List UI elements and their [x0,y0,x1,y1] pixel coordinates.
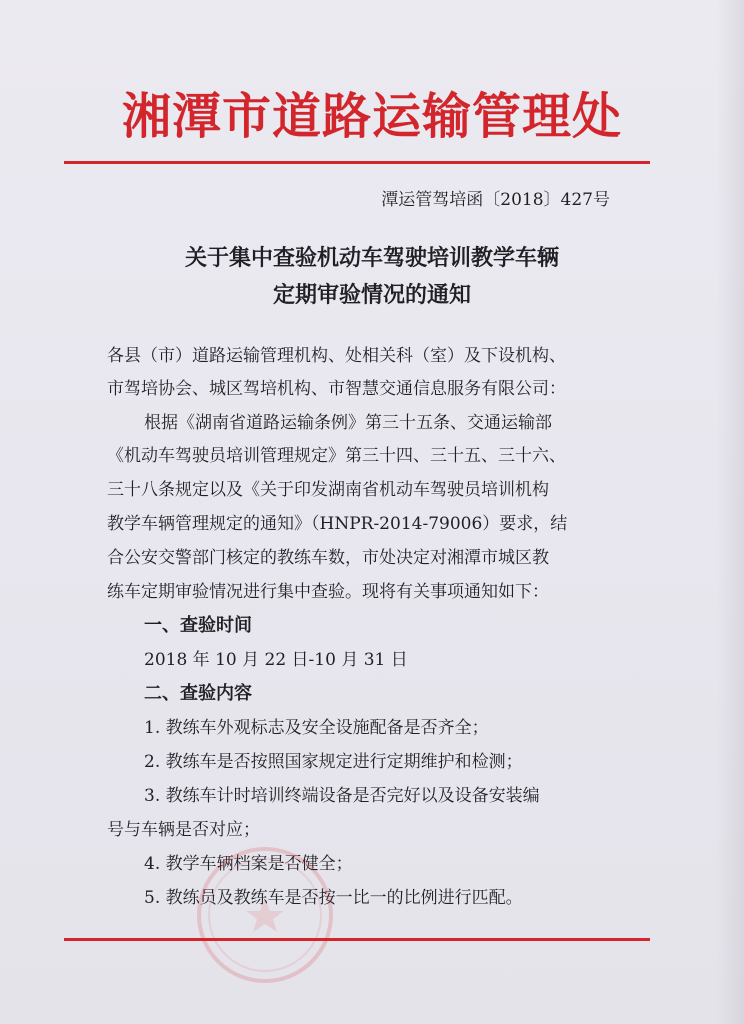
intro-line-4: 教学车辆管理规定的通知》（HNPR-2014-79006）要求，结 [107,514,568,534]
intro-line-1: 根据《湖南省道路运输条例》第三十五条、交通运输部 [144,413,552,433]
check-item-4: 4. 教学车辆档案是否健全； [144,854,353,874]
intro-line-5: 合公安交警部门核定的教练车数，市处决定对湘潭市城区教 [107,548,549,568]
faded-seal-stamp [190,840,340,990]
paper-edge-shadow [716,0,744,1024]
check-item-3-cont: 号与车辆是否对应； [107,820,260,840]
section-2-heading: 二、查验内容 [144,683,252,704]
section-1-text: 2018 年 10 月 22 日-10 月 31 日 [144,650,408,670]
check-item-1: 1. 教练车外观标志及安全设施配备是否齐全； [144,718,489,738]
recipients-line-1: 各县（市）道路运输管理机构、处相关科（室）及下设机构、 [107,346,566,366]
letterhead-red-rule [64,161,650,164]
letterhead-org-name: 湘潭市道路运输管理处 [121,87,622,145]
recipients-line-2: 市驾培协会、城区驾培机构、市智慧交通信息服务有限公司： [107,379,566,399]
document-number: 潭运管驾培函〔2018〕427号 [381,190,610,210]
check-item-2: 2. 教练车是否按照国家规定进行定期维护和检测； [144,752,523,772]
check-item-5: 5. 教练员及教练车是否按一比一的比例进行匹配。 [144,888,523,908]
notice-title-line-1: 关于集中查验机动车驾驶培训教学车辆 [184,246,559,271]
notice-title-line-2: 定期审验情况的通知 [272,283,471,308]
check-item-3: 3. 教练车计时培训终端设备是否完好以及设备安装编 [144,786,540,806]
intro-line-3: 三十八条规定以及《关于印发湖南省机动车驾驶员培训机构 [107,480,549,500]
intro-line-6: 练车定期审验情况进行集中查验。现将有关事项通知如下： [107,582,549,602]
intro-line-2: 《机动车驾驶员培训管理规定》第三十四、三十五、三十六、 [107,446,566,466]
footer-red-rule [64,938,650,941]
section-1-heading: 一、查验时间 [144,615,252,636]
